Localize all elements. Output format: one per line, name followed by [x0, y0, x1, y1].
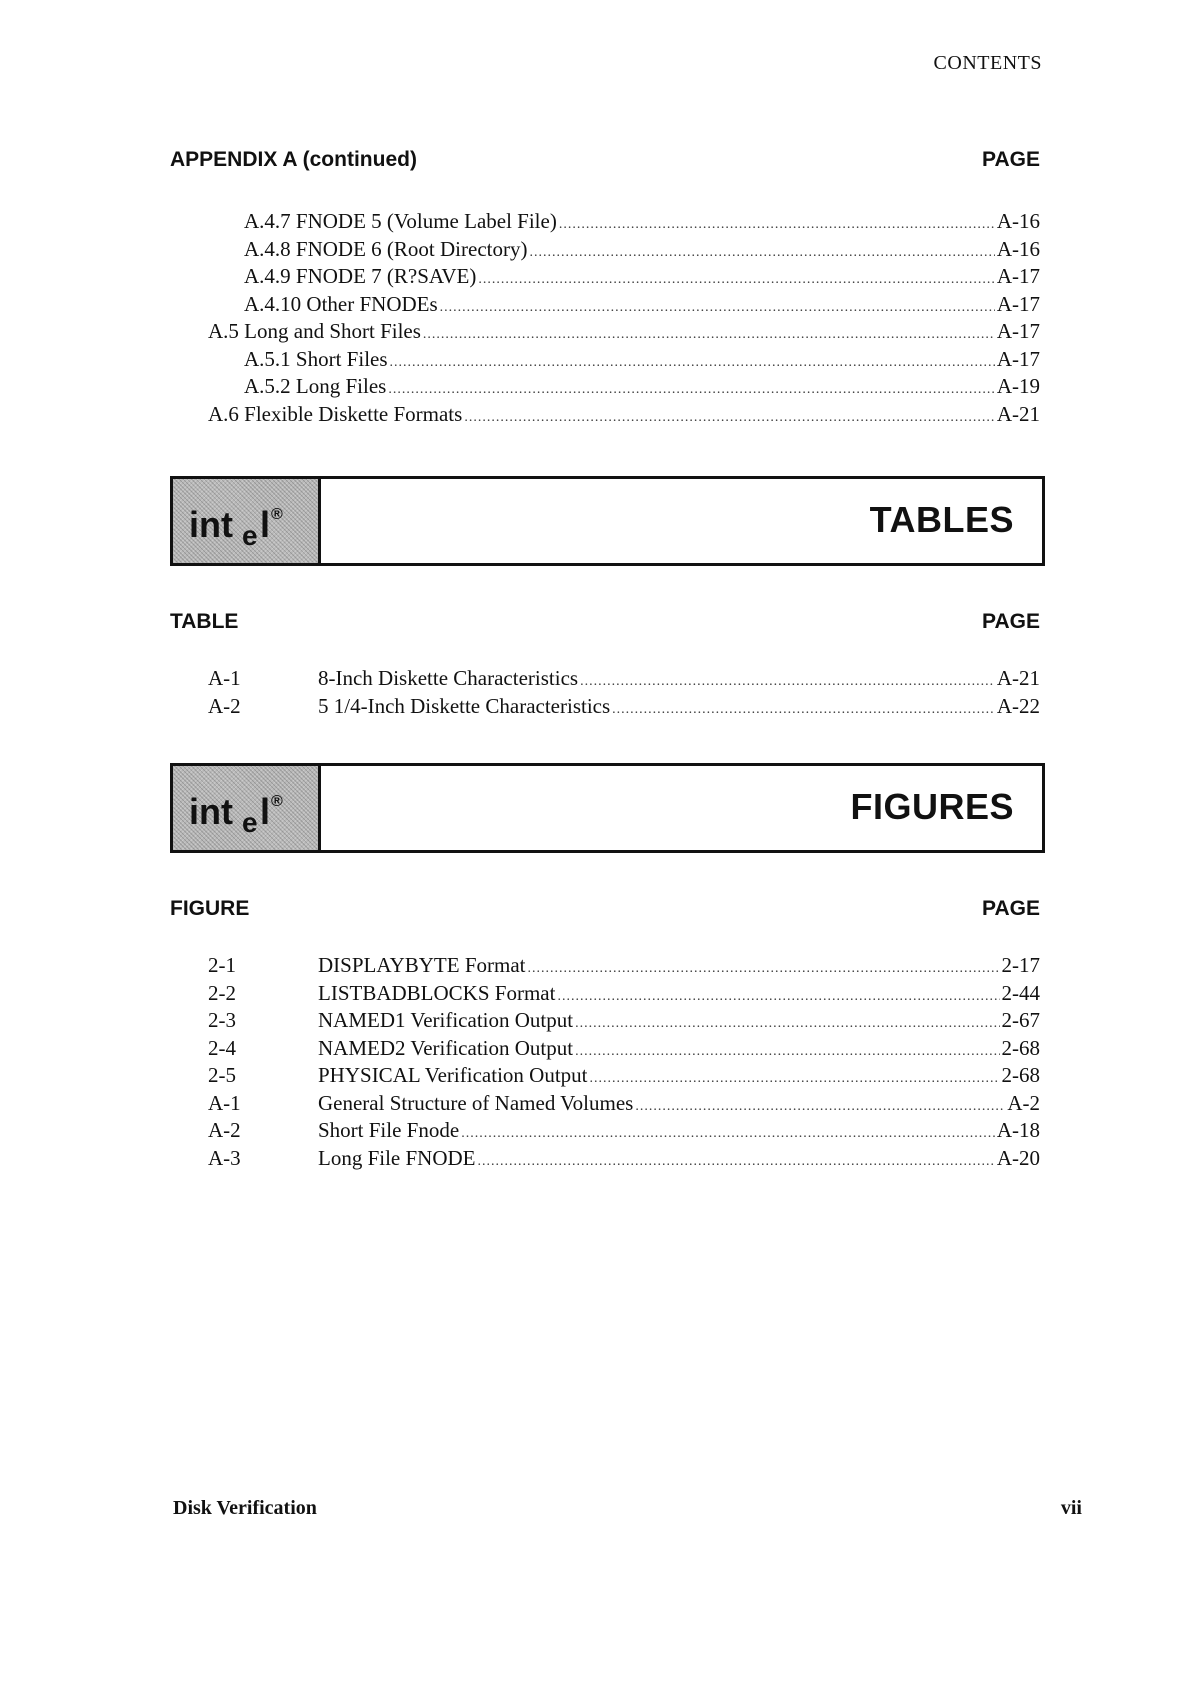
tables-header — [170, 610, 1040, 634]
toc-entry[interactable] — [170, 1090, 1040, 1118]
dot-leader — [478, 1148, 995, 1176]
entry-number: A-2 — [208, 1118, 241, 1142]
dot-leader — [580, 668, 995, 696]
svg-text:l: l — [260, 791, 271, 832]
dot-leader — [388, 376, 994, 404]
entry-page: A-17 — [996, 291, 1040, 316]
entry-number: A.4.9 — [244, 264, 291, 288]
intel-logo-icon — [187, 495, 307, 551]
entry-title: 8-Inch Diskette Characteristics — [318, 666, 579, 690]
entry-page: 2-67 — [1001, 1008, 1040, 1032]
dot-leader — [557, 983, 999, 1011]
toc-entry[interactable] — [170, 665, 1040, 693]
entry-number: A.4.8 — [244, 236, 291, 261]
dot-leader — [612, 696, 995, 724]
dot-leader — [440, 294, 995, 322]
running-head: CONTENTS — [933, 52, 1042, 74]
entry-number: 2-5 — [208, 1063, 236, 1087]
toc-entry[interactable] — [170, 346, 1040, 374]
svg-text:e: e — [242, 520, 258, 551]
page-number: vii — [1060, 1497, 1082, 1519]
toc-entry[interactable] — [170, 1117, 1040, 1145]
toc-entry[interactable] — [170, 263, 1040, 291]
intel-logo-icon — [187, 782, 307, 838]
tables-page-label: PAGE — [982, 610, 1040, 633]
entry-number: 2-4 — [208, 1035, 236, 1060]
toc-entry[interactable] — [170, 1062, 1040, 1090]
svg-text:®: ® — [271, 506, 283, 523]
entry-page: A-17 — [996, 319, 1040, 343]
toc-entry[interactable] — [170, 236, 1040, 264]
toc-entry[interactable] — [170, 952, 1040, 980]
entry-title: Long and Short Files — [244, 319, 421, 343]
entry-title: Short File Fnode — [318, 1118, 460, 1142]
entry-title: NAMED1 Verification Output — [318, 1008, 574, 1032]
figures-banner — [170, 763, 1045, 853]
entry-title: 5 1/4-Inch Diskette Characteristics — [318, 693, 611, 718]
dot-leader — [528, 955, 1000, 983]
entry-number: A.6 — [208, 401, 239, 426]
toc-entry[interactable] — [170, 291, 1040, 319]
entry-title: Flexible Diskette Formats — [244, 401, 463, 426]
intel-logo — [173, 479, 321, 563]
entry-number: A-1 — [208, 666, 241, 690]
toc-entry[interactable] — [170, 980, 1040, 1008]
svg-text:int: int — [189, 791, 233, 832]
toc-entry[interactable] — [170, 373, 1040, 401]
dot-leader — [461, 1120, 995, 1148]
tables-toc — [170, 665, 1040, 720]
appendix-toc — [170, 208, 1040, 428]
toc-entry[interactable] — [170, 1145, 1040, 1173]
entry-number: 2-1 — [208, 953, 236, 977]
svg-text:int: int — [189, 504, 233, 545]
entry-number: A.4.7 — [244, 209, 291, 233]
dot-leader — [464, 404, 995, 432]
dot-leader — [559, 211, 995, 239]
entry-title: Other FNODEs — [306, 291, 438, 316]
dot-leader — [575, 1038, 999, 1066]
dot-leader — [529, 239, 994, 267]
entry-page: A-22 — [996, 693, 1040, 718]
figures-toc — [170, 952, 1040, 1172]
tables-heading: TABLE — [170, 610, 239, 633]
intel-logo — [173, 766, 321, 850]
dot-leader — [635, 1093, 1005, 1121]
entry-title: Short Files — [295, 346, 388, 371]
dot-leader — [575, 1010, 999, 1038]
entry-number: A-3 — [208, 1145, 241, 1170]
entry-title: DISPLAYBYTE Format — [318, 953, 526, 977]
appendix-heading: APPENDIX A (continued) — [170, 148, 417, 171]
entry-number: A.4.10 — [244, 291, 302, 316]
entry-title: Long File FNODE — [318, 1145, 476, 1170]
tables-banner — [170, 476, 1045, 566]
entry-title: FNODE 5 (Volume Label File) — [295, 209, 557, 233]
entry-page: 2-17 — [1001, 953, 1040, 977]
dot-leader — [478, 266, 994, 294]
svg-text:e: e — [242, 807, 258, 838]
dot-leader — [423, 321, 995, 349]
figures-title: FIGURES — [850, 786, 1014, 827]
entry-number: A-2 — [208, 693, 241, 718]
toc-entry[interactable] — [170, 1007, 1040, 1035]
dot-leader — [390, 349, 995, 377]
entry-title: LISTBADBLOCKS Format — [318, 980, 556, 1005]
footer-title: Disk Verification — [173, 1497, 317, 1519]
entry-page: 2-44 — [1001, 980, 1040, 1005]
entry-page: A-17 — [996, 264, 1040, 288]
figures-heading: FIGURE — [170, 897, 250, 920]
entry-title: FNODE 6 (Root Directory) — [295, 236, 528, 261]
entry-title: General Structure of Named Volumes — [318, 1090, 634, 1115]
entry-number: 2-3 — [208, 1008, 236, 1032]
entry-number: 2-2 — [208, 980, 236, 1005]
entry-page: A-19 — [996, 374, 1040, 398]
entry-title: NAMED2 Verification Output — [318, 1035, 574, 1060]
svg-text:®: ® — [271, 793, 283, 810]
appendix-header — [170, 148, 1040, 172]
entry-page: A-21 — [996, 666, 1040, 690]
figures-page-label: PAGE — [982, 897, 1040, 920]
entry-page: 2-68 — [1001, 1063, 1040, 1087]
entry-page: 2-68 — [1001, 1035, 1040, 1060]
entry-page: A-20 — [996, 1145, 1040, 1170]
svg-text:l: l — [260, 504, 271, 545]
entry-number: A.5.1 — [244, 346, 291, 371]
toc-entry[interactable] — [170, 693, 1040, 721]
entry-page: A-2 — [1007, 1090, 1040, 1115]
toc-entry[interactable] — [170, 208, 1040, 236]
entry-title: FNODE 7 (R?SAVE) — [295, 264, 477, 288]
entry-number: A.5 — [208, 319, 239, 343]
dot-leader — [589, 1065, 999, 1093]
entry-title: PHYSICAL Verification Output — [318, 1063, 588, 1087]
toc-entry[interactable] — [170, 1035, 1040, 1063]
entry-number: A-1 — [208, 1090, 241, 1115]
toc-entry[interactable] — [170, 401, 1040, 429]
tables-title: TABLES — [869, 499, 1014, 540]
appendix-page-label: PAGE — [982, 148, 1040, 171]
entry-page: A-16 — [996, 209, 1040, 233]
entry-page: A-21 — [996, 401, 1040, 426]
toc-entry[interactable] — [170, 318, 1040, 346]
entry-title: Long Files — [295, 374, 387, 398]
entry-page: A-17 — [996, 346, 1040, 371]
entry-page: A-16 — [996, 236, 1040, 261]
entry-page: A-18 — [996, 1118, 1040, 1142]
entry-number: A.5.2 — [244, 374, 291, 398]
figures-header — [170, 897, 1040, 921]
